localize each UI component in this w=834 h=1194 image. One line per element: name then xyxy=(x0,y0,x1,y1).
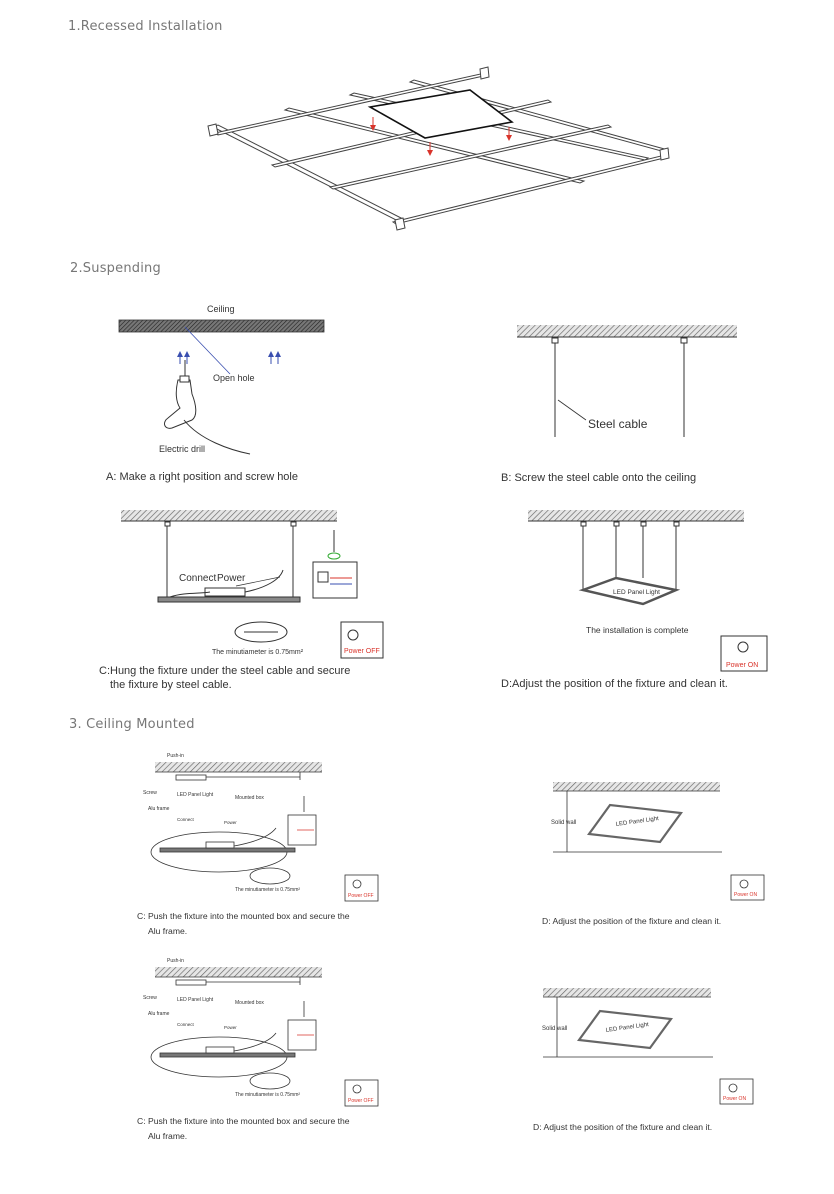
w2-cap-d: D: Adjust the position of the fixture and clean it. xyxy=(533,1122,713,1132)
m1-power-off: Power OFF xyxy=(348,893,374,899)
open-hole-leader xyxy=(185,327,230,374)
caption-b: B: Screw the steel cable onto the ceiling xyxy=(501,472,697,484)
w2-panel: LED Panel Light xyxy=(605,1022,650,1034)
m1-cap-c-l1: C: Push the fixture into the mounted box and secure the xyxy=(137,911,350,921)
m2-cap-c-l1: C: Push the fixture into the mounted box and secure the xyxy=(137,1116,350,1126)
ceiling-grid xyxy=(208,67,669,230)
cable-tag-c xyxy=(235,622,287,642)
label-power-off-c: Power OFF xyxy=(344,648,380,655)
label-steel-cable: Steel cable xyxy=(588,417,648,431)
label-complete-d: The installation is complete xyxy=(586,625,689,635)
m2-push-in: Push-in xyxy=(167,958,184,964)
m2-power: Power xyxy=(224,1025,237,1030)
label-connect-c: Connect xyxy=(179,573,217,584)
label-panel-d: LED Panel Light xyxy=(613,589,660,596)
m1-box: Mounted box xyxy=(235,795,264,801)
hung-fixture-c xyxy=(158,522,300,602)
m1-connect: Connect xyxy=(177,817,194,822)
m2-power-off: Power OFF xyxy=(348,1098,374,1104)
w1-solid-wall: Solid wall xyxy=(551,820,577,826)
m2-min-note: The minutiameter is 0.75mm² xyxy=(235,1092,301,1098)
label-drill: Electric drill xyxy=(159,444,206,454)
label-open-hole: Open hole xyxy=(213,373,255,383)
wall-mount-diagram-1 xyxy=(553,782,764,900)
m1-alu: Alu frame xyxy=(148,806,170,812)
section-title-ceiling-mounted: 3. Ceiling Mounted xyxy=(69,717,195,732)
m1-screw: Screw xyxy=(143,790,157,796)
recessed-panel xyxy=(370,90,512,153)
w2-solid-wall: Solid wall xyxy=(542,1026,568,1032)
label-min-note-c: The minutiameter is 0.75mm² xyxy=(212,649,304,656)
m1-power: Power xyxy=(224,820,237,825)
section-title-suspending: 2.Suspending xyxy=(70,261,161,276)
m1-panel: LED Panel Light xyxy=(177,792,214,798)
w1-power-on: Power ON xyxy=(734,892,758,898)
w1-cap-d: D: Adjust the position of the fixture and clean it. xyxy=(542,916,722,926)
m1-min-note: The minutiameter is 0.75mm² xyxy=(235,887,301,893)
screw-hole-arrows xyxy=(180,354,278,364)
caption-d: D:Adjust the position of the fixture and clean it. xyxy=(501,678,728,690)
label-power-on-d: Power ON xyxy=(726,662,759,669)
w2-power-on: Power ON xyxy=(723,1096,747,1102)
m1-cap-c-l2: Alu frame. xyxy=(148,926,188,936)
m2-alu: Alu frame xyxy=(148,1011,170,1017)
ceiling-slab-c xyxy=(121,510,337,521)
wall-mount-diagram-2 xyxy=(543,988,753,1104)
ceiling-slab-a xyxy=(119,320,324,332)
m2-box: Mounted box xyxy=(235,1000,264,1006)
caption-c-line1: C:Hung the fixture under the steel cable and secure xyxy=(99,665,351,677)
m2-screw: Screw xyxy=(143,995,157,1001)
caption-a: A: Make a right position and screw hole xyxy=(106,471,298,483)
ceiling-slab-b xyxy=(517,325,737,337)
caption-c-line2: the fixture by steel cable. xyxy=(110,679,232,691)
m1-push-in: Push-in xyxy=(167,753,184,759)
label-ceiling-a: Ceiling xyxy=(207,304,235,314)
mounted-box-diagram-1 xyxy=(151,762,378,901)
m2-connect: Connect xyxy=(177,1022,194,1027)
m2-panel: LED Panel Light xyxy=(177,997,214,1003)
connector-detail-c xyxy=(313,530,357,598)
ceiling-slab-d xyxy=(528,510,744,521)
section-title-recessed: 1.Recessed Installation xyxy=(68,19,223,34)
mounted-box-diagram-2 xyxy=(151,967,378,1106)
label-power-c: Power xyxy=(217,573,246,584)
w1-panel: LED Panel Light xyxy=(615,816,660,828)
m2-cap-c-l2: Alu frame. xyxy=(148,1131,188,1141)
